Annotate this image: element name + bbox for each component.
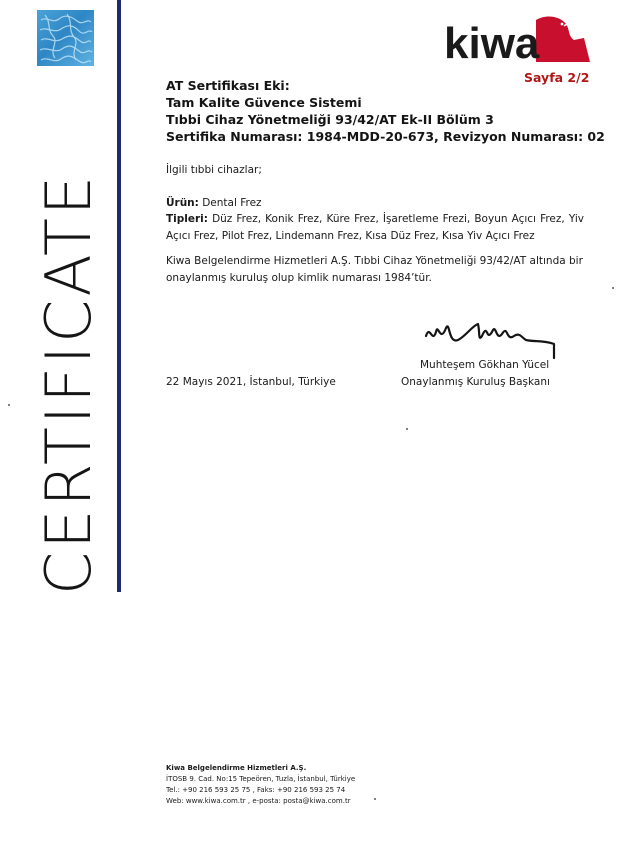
footer-web: Web: www.kiwa.com.tr , e-posta: posta@kiwa.com.tr xyxy=(166,797,351,805)
page-number: Sayfa 2/2 xyxy=(524,70,590,85)
certificate-emblem xyxy=(37,10,94,66)
scan-speck xyxy=(612,287,614,289)
scan-speck xyxy=(8,404,10,406)
heading-line-4: Sertifika Numarası: 1984-MDD-20-673, Revizyon Numarası: 02 xyxy=(166,129,605,144)
product-value: Dental Frez xyxy=(198,197,262,209)
product-label: Ürün: xyxy=(166,197,199,209)
heading-line-3: Tıbbi Cihaz Yönetmeliği 93/42/AT Ek-II Bölüm 3 xyxy=(166,112,494,127)
notified-body-statement: Kiwa Belgelendirme Hizmetleri A.Ş. Tıbbi Cihaz Yönetmeliği 93/42/AT altında bir onaylanmış kuruluş olup kimlik numarası 1984’tür. xyxy=(166,255,583,284)
signatory-title: Onaylanmış Kuruluş Başkanı xyxy=(401,376,550,388)
kiwa-logo-icon xyxy=(444,14,590,66)
scan-speck xyxy=(374,798,376,800)
side-certificate-title: CERTIFICATE xyxy=(32,172,105,595)
footer-contact xyxy=(166,763,355,807)
footer-address: İTOSB 9. Cad. No:15 Tepeören, Tuzla, İstanbul, Türkiye xyxy=(166,775,356,783)
footer-phone: Tel.: +90 216 593 25 75 , Faks: +90 216 593 25 74 xyxy=(166,786,346,794)
kiwa-logo xyxy=(444,14,590,66)
types-line xyxy=(166,211,584,245)
kiwa-logo-text: kiwa xyxy=(444,19,540,66)
signature-icon xyxy=(422,314,560,364)
heading-line-1: AT Sertifikası Eki: xyxy=(166,78,290,93)
signatory-name: Muhteşem Gökhan Yücel xyxy=(420,359,550,371)
scan-speck xyxy=(406,428,408,430)
date-place: 22 Mayıs 2021, İstanbul, Türkiye xyxy=(166,376,336,388)
heading-line-2: Tam Kalite Güvence Sistemi xyxy=(166,95,362,110)
footer-company: Kiwa Belgelendirme Hizmetleri A.Ş. xyxy=(166,764,307,772)
certificate-heading xyxy=(166,77,605,145)
handwritten-signature xyxy=(422,314,560,364)
types-value: Düz Frez, Konik Frez, Küre Frez, İşaretleme Frezi, Boyun Açıcı Frez, Yiv Açıcı Frez, Pilot Frez, Lindemann Frez, Kısa Düz Frez, Kısa Yiv Açıcı Frez xyxy=(166,213,584,242)
intro-text: İlgili tıbbi cihazlar; xyxy=(166,164,262,176)
vertical-divider-bar xyxy=(117,0,121,592)
emblem-pattern-icon xyxy=(37,10,94,66)
types-label: Tipleri: xyxy=(166,213,208,225)
product-line xyxy=(166,195,262,212)
